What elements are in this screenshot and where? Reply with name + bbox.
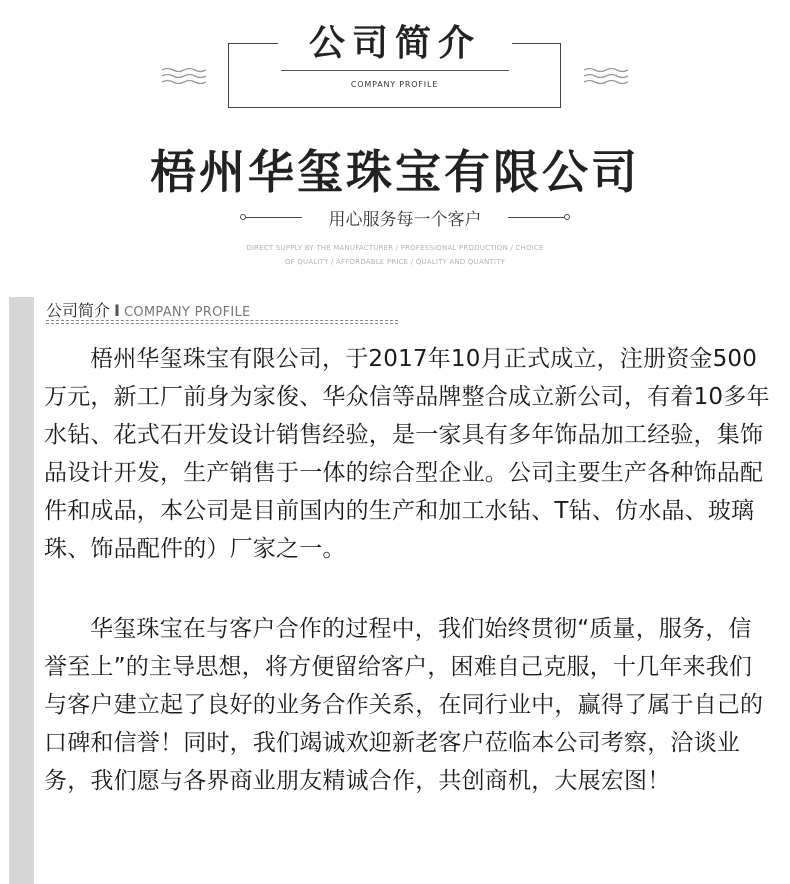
tagline: 用心服务每一个客户 — [328, 210, 482, 230]
dot-icon — [564, 214, 570, 220]
paragraph-1: 梧州华玺珠宝有限公司，于2017年10月正式成立，注册资金500万元，新工厂前身为家俊、华众信等品牌整合成立新公司，有着10多年水钻、花式石开发设计销售经验，是一家具有多年饰品加工经验，集饰品设计开发，生产销售于一体的综合型企业。公司主要生产各种饰品配件和成品，本公司是目前国内的生产和加工水钻、T钻、仿水晶、玻璃珠、饰品配件的）厂家之一。 — [44, 346, 770, 562]
wave-lines-icon — [584, 66, 628, 86]
paragraph-2: 华玺珠宝在与客户合作的过程中，我们始终贯彻“质量，服务，信誉至上”的主导思想，将方便留给客户，困难自己克服，十几年来我们与客户建立起了良好的业务合作关系，在同行业中，赢得了属于自己的口碑和信誉！同时，我们竭诚欢迎新老客户莅临本公司考察，洽谈业务，我们愿与各界商业朋友精诚合作，共创商机，大展宏图！ — [44, 616, 764, 794]
header-divider — [281, 70, 509, 71]
section-heading-divider: I — [114, 301, 120, 320]
section-heading-en: COMPANY PROFILE — [123, 305, 251, 320]
fine-print-line-1: DIRECT SUPPLY BY THE MANUFACTURER / PROFESSIONAL PRODUCTION / CHOICE — [246, 244, 544, 252]
section-heading — [46, 298, 251, 321]
company-name: 梧州华玺珠宝有限公司 — [150, 145, 640, 199]
tagline-line-right — [508, 217, 564, 218]
tagline-line-left — [246, 217, 302, 218]
tagline-row — [240, 205, 570, 231]
left-accent-bar — [9, 297, 34, 884]
section-heading-cn: 公司简介 — [46, 301, 111, 320]
wave-lines-icon — [162, 66, 206, 86]
dashed-divider — [46, 320, 398, 324]
fine-print-line-2: OF QUALITY / AFFORDABLE PRICE / QUALITY AND QUANTITY — [284, 258, 506, 266]
header-title: 公司简介 — [308, 23, 481, 64]
header-subtitle: COMPANY PROFILE — [350, 80, 439, 89]
